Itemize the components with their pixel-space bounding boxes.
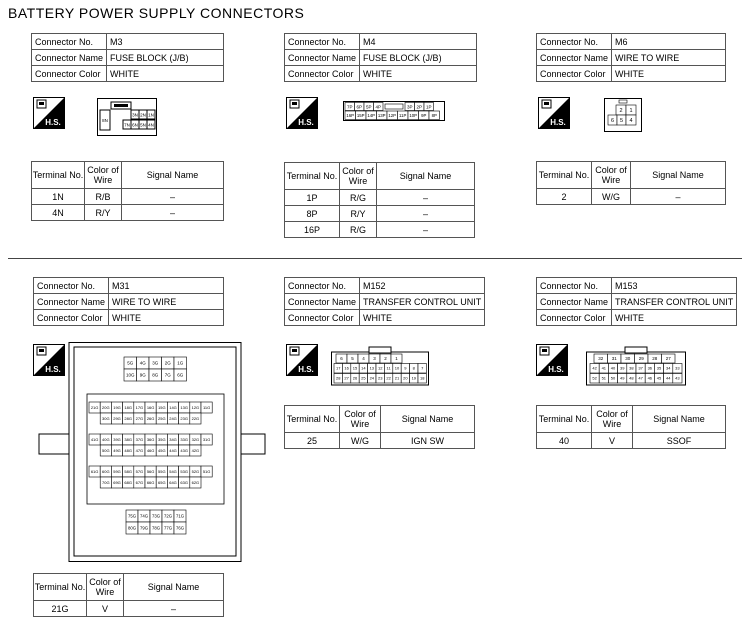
terminal-pin: 50 xyxy=(610,375,616,381)
terminal-pin: 2 xyxy=(619,108,623,114)
table-row xyxy=(537,433,726,449)
terminal-pin: 31 xyxy=(611,356,617,362)
terminal-pin: 6 xyxy=(340,356,343,362)
table-row xyxy=(34,601,224,617)
terminal-pin: 3 xyxy=(373,356,376,362)
signal-name: – xyxy=(377,206,475,222)
connector-color-label: Connector Color xyxy=(537,310,612,326)
terminal-pin: 2N xyxy=(140,112,146,118)
terminal-pin: 10G xyxy=(125,372,135,378)
terminal-pin: 22 xyxy=(386,375,391,381)
terminal-pin: 44G xyxy=(169,447,177,453)
signal-name: – xyxy=(377,190,475,206)
terminal-pin: 56G xyxy=(146,468,155,474)
terminal-pin: 13 xyxy=(369,365,375,371)
terminal-pin: 36G xyxy=(146,436,155,442)
connector-color-label: Connector Color xyxy=(537,66,612,82)
terminal-pin: 66G xyxy=(146,479,155,485)
connector-info-m3 xyxy=(31,33,224,82)
terminal-pin: 25 xyxy=(361,375,366,381)
terminal-pin: 59G xyxy=(113,468,121,474)
terminal-pin: 44 xyxy=(665,375,671,381)
connector-name-label: Connector Name xyxy=(285,50,360,66)
terminal-pin: 1P xyxy=(425,104,432,110)
terminal-pin: 74G xyxy=(139,513,149,519)
terminal-pin: 7P xyxy=(346,104,353,110)
terminal-pin: 40G xyxy=(102,436,110,442)
signal-name-header: Signal Name xyxy=(633,406,726,433)
terminal-pin: 18G xyxy=(124,404,132,410)
terminal-pin: 61G xyxy=(90,468,99,474)
wire-color-header: Color of Wire xyxy=(592,162,631,189)
terminal-pin: 63G xyxy=(180,479,188,485)
terminal-pin: 16G xyxy=(146,404,155,410)
terminal-pin: 28 xyxy=(335,375,341,381)
connector-name-value: TRANSFER CONTROL UNIT xyxy=(360,294,485,310)
terminal-pin: 39G xyxy=(113,436,121,442)
terminal-table-m152 xyxy=(284,405,475,449)
connector-name-label: Connector Name xyxy=(537,50,612,66)
terminal-pin: 50G xyxy=(102,447,110,453)
section-divider xyxy=(8,258,742,259)
terminal-pin: 11P xyxy=(399,113,407,118)
connector-color-label: Connector Color xyxy=(285,66,360,82)
connector-color-label: Connector Color xyxy=(34,310,109,326)
terminal-pin: 30 xyxy=(625,356,631,362)
wire-color-header: Color of Wire xyxy=(340,163,377,190)
terminal-pin: 14 xyxy=(361,365,366,371)
terminal-pin: 76G xyxy=(175,525,185,531)
connector-name-label: Connector Name xyxy=(537,294,612,310)
table-row xyxy=(537,189,726,205)
terminal-pin: 11G xyxy=(202,404,211,410)
terminal-pin: 46G xyxy=(146,447,155,453)
terminal-pin: 4N xyxy=(148,122,154,128)
terminal-pin: 27 xyxy=(344,375,349,381)
terminal-pin: 23 xyxy=(377,375,383,381)
connector-no-label: Connector No. xyxy=(285,278,360,294)
connector-name-value: WIRE TO WIRE xyxy=(109,294,224,310)
terminal-pin: 5G xyxy=(127,360,134,366)
signal-name: SSOF xyxy=(633,433,726,449)
wire-color: R/B xyxy=(85,189,122,205)
connector-name-label: Connector Name xyxy=(32,50,107,66)
hs-label: H.S. xyxy=(45,118,61,127)
connector-color-label: Connector Color xyxy=(285,310,360,326)
terminal-pin: 1G xyxy=(177,360,184,366)
terminal-pin: 4P xyxy=(375,104,381,110)
terminal-no: 16P xyxy=(285,222,340,238)
terminal-pin: 13G xyxy=(180,404,188,410)
terminal-pin: 3P xyxy=(406,104,413,110)
terminal-pin: 20G xyxy=(102,404,110,410)
signal-name: – xyxy=(377,222,475,238)
terminal-pin: 1 xyxy=(629,108,633,114)
terminal-pin: 38G xyxy=(124,436,132,442)
terminal-pin: 15 xyxy=(352,365,358,371)
terminal-pin: 2G xyxy=(164,360,171,366)
terminal-pin: 5 xyxy=(619,118,624,124)
signal-name-header: Signal Name xyxy=(122,162,224,189)
terminal-pin: 11 xyxy=(386,365,391,371)
terminal-pin: 8P xyxy=(431,113,437,118)
table-row xyxy=(285,222,475,238)
signal-name: – xyxy=(122,205,224,221)
terminal-pin: 51G xyxy=(202,468,211,474)
connector-name-label: Connector Name xyxy=(285,294,360,310)
wire-color: V xyxy=(592,433,633,449)
connector-color-value: WHITE xyxy=(360,310,485,326)
terminal-pin: 51 xyxy=(601,375,607,381)
terminal-pin: 71G xyxy=(175,513,185,519)
harness-side-icon xyxy=(286,344,318,376)
table-row xyxy=(285,206,475,222)
terminal-no: 1N xyxy=(32,189,85,205)
wire-color-header: Color of Wire xyxy=(592,406,633,433)
terminal-pin: 78G xyxy=(151,525,161,531)
connector-info-m4 xyxy=(284,33,477,82)
terminal-table-m3 xyxy=(31,161,224,221)
terminal-pin: 80G xyxy=(127,525,137,531)
terminal-no: 2 xyxy=(537,189,592,205)
terminal-pin: 7N xyxy=(124,122,130,128)
terminal-pin: 52 xyxy=(592,375,597,381)
wire-color: V xyxy=(87,601,124,617)
terminal-pin: 12P xyxy=(388,113,397,118)
terminal-pin: 1N xyxy=(148,112,154,118)
connector-name-value: FUSE BLOCK (J/B) xyxy=(107,50,224,66)
connector-info-m31 xyxy=(33,277,224,326)
terminal-pin: 36 xyxy=(647,365,653,371)
connector-color-label: Connector Color xyxy=(32,66,107,82)
signal-name-header: Signal Name xyxy=(377,163,475,190)
harness-side-icon xyxy=(538,97,570,129)
terminal-pin: 8G xyxy=(152,372,159,378)
terminal-no: 4N xyxy=(32,205,85,221)
terminal-pin: 35G xyxy=(158,436,166,442)
wire-color-header: Color of Wire xyxy=(340,406,381,433)
connector-color-value: WHITE xyxy=(109,310,224,326)
wire-color: R/Y xyxy=(340,206,377,222)
terminal-table-m153 xyxy=(536,405,726,449)
terminal-pin: 53G xyxy=(180,468,188,474)
terminal-pin: 40 xyxy=(610,365,616,371)
terminal-pin: 52G xyxy=(191,468,200,474)
terminal-pin: 70G xyxy=(102,479,110,485)
connector-info-m153 xyxy=(536,277,737,326)
terminal-pin: 28G xyxy=(124,415,132,421)
connector-no-value: M31 xyxy=(109,278,224,294)
terminal-pin: 17 xyxy=(335,365,341,371)
terminal-pin: 79G xyxy=(139,525,149,531)
connector-no-value: M153 xyxy=(612,278,737,294)
terminal-pin: 20 xyxy=(403,375,408,381)
terminal-pin: 6 xyxy=(610,118,615,124)
terminal-pin: 10 xyxy=(394,365,400,371)
terminal-pin: 68G xyxy=(124,479,132,485)
terminal-no-header: Terminal No. xyxy=(285,406,340,433)
signal-name: IGN SW xyxy=(381,433,475,449)
connector-no-label: Connector No. xyxy=(285,34,360,50)
terminal-pin: 26G xyxy=(146,415,155,421)
connector-no-value: M6 xyxy=(612,34,726,50)
connector-info-m152 xyxy=(284,277,485,326)
terminal-pin: 41 xyxy=(601,365,607,371)
connector-name-value: WIRE TO WIRE xyxy=(612,50,726,66)
terminal-pin: 49 xyxy=(619,375,625,381)
terminal-pin: 75G xyxy=(127,513,137,519)
terminal-pin: 54G xyxy=(169,468,177,474)
wire-color-header: Color of Wire xyxy=(87,574,124,601)
terminal-pin: 57G xyxy=(135,468,144,474)
wire-color: R/G xyxy=(340,222,377,238)
connector-info-m6 xyxy=(536,33,726,82)
terminal-pin: 2P xyxy=(416,104,422,110)
terminal-pin: 30G xyxy=(102,415,110,421)
terminal-pin: 5N xyxy=(140,122,146,128)
connector-color-value: WHITE xyxy=(612,66,726,82)
connector-no-value: M152 xyxy=(360,278,485,294)
terminal-pin: 26 xyxy=(352,375,358,381)
terminal-pin: 69G xyxy=(113,479,121,485)
terminal-pin: 3G xyxy=(152,360,159,366)
hs-label: H.S. xyxy=(298,365,314,374)
terminal-pin: 21 xyxy=(394,375,400,381)
connector-no-value: M3 xyxy=(107,34,224,50)
terminal-pin: 35 xyxy=(656,365,662,371)
harness-side-icon xyxy=(33,97,65,129)
terminal-pin: 27 xyxy=(665,356,671,362)
terminal-no-header: Terminal No. xyxy=(34,574,87,601)
terminal-pin: 45 xyxy=(656,375,662,381)
table-row xyxy=(285,433,475,449)
terminal-pin: 55G xyxy=(158,468,166,474)
terminal-pin: 45G xyxy=(158,447,166,453)
terminal-pin: 15G xyxy=(158,404,166,410)
terminal-pin: 7G xyxy=(164,372,171,378)
wire-color: R/G xyxy=(340,190,377,206)
connector-no-label: Connector No. xyxy=(32,34,107,50)
wire-color: W/G xyxy=(340,433,381,449)
table-row xyxy=(32,205,224,221)
terminal-pin: 73G xyxy=(151,513,161,519)
terminal-pin: 9P xyxy=(421,113,427,118)
terminal-pin: 12G xyxy=(191,404,200,410)
connector-face-m152 xyxy=(331,346,429,386)
terminal-pin: 19 xyxy=(411,375,417,381)
terminal-pin: 58G xyxy=(124,468,132,474)
terminal-pin: 46 xyxy=(647,375,653,381)
terminal-no: 8P xyxy=(285,206,340,222)
signal-name-header: Signal Name xyxy=(631,162,726,189)
terminal-no: 1P xyxy=(285,190,340,206)
hs-label: H.S. xyxy=(45,365,61,374)
terminal-pin: 6G xyxy=(177,372,184,378)
terminal-pin: 14G xyxy=(169,404,177,410)
terminal-pin: 42 xyxy=(592,365,597,371)
terminal-pin: 3N xyxy=(132,112,138,118)
terminal-pin: 31G xyxy=(202,436,211,442)
hs-label: H.S. xyxy=(298,118,314,127)
terminal-pin: 4 xyxy=(629,118,633,124)
terminal-pin: 9G xyxy=(139,372,146,378)
terminal-pin: 10P xyxy=(409,113,418,118)
terminal-pin: 29 xyxy=(638,356,644,362)
terminal-pin: 43 xyxy=(675,375,680,381)
harness-side-icon xyxy=(536,344,568,376)
connector-face-m6 xyxy=(604,98,642,132)
connector-no-label: Connector No. xyxy=(537,34,612,50)
terminal-pin: 48 xyxy=(629,375,634,381)
hs-label: H.S. xyxy=(550,118,566,127)
terminal-pin: 32G xyxy=(191,436,200,442)
terminal-table-m6 xyxy=(536,161,726,205)
connector-color-value: WHITE xyxy=(107,66,224,82)
connector-color-value: WHITE xyxy=(360,66,477,82)
terminal-pin: 62G xyxy=(191,479,200,485)
terminal-pin: 14P xyxy=(367,113,376,118)
signal-name-header: Signal Name xyxy=(381,406,475,433)
terminal-pin: 17G xyxy=(135,404,144,410)
terminal-pin: 25G xyxy=(158,415,166,421)
connector-face-m4 xyxy=(343,101,445,121)
terminal-pin: 21G xyxy=(90,404,99,410)
page-title: BATTERY POWER SUPPLY CONNECTORS xyxy=(8,5,305,21)
terminal-pin: 67G xyxy=(135,479,144,485)
connector-face-m153 xyxy=(586,346,686,386)
terminal-no-header: Terminal No. xyxy=(537,406,592,433)
terminal-pin: 22G xyxy=(191,415,200,421)
terminal-no-header: Terminal No. xyxy=(32,162,85,189)
terminal-no: 21G xyxy=(34,601,87,617)
terminal-pin: 7 xyxy=(421,365,424,371)
terminal-pin: 39 xyxy=(619,365,625,371)
connector-no-label: Connector No. xyxy=(537,278,612,294)
terminal-pin: 49G xyxy=(113,447,121,453)
terminal-pin: 19G xyxy=(113,404,121,410)
terminal-pin: 1 xyxy=(395,356,398,362)
terminal-table-m4 xyxy=(284,162,475,238)
terminal-pin: 33 xyxy=(675,365,680,371)
terminal-pin: 29G xyxy=(113,415,121,421)
terminal-pin: 38 xyxy=(629,365,634,371)
terminal-pin: 15P xyxy=(356,113,365,118)
terminal-no-header: Terminal No. xyxy=(537,162,592,189)
terminal-pin: 37 xyxy=(638,365,643,371)
terminal-pin: 5 xyxy=(351,356,354,362)
harness-side-icon xyxy=(286,97,318,129)
signal-name: – xyxy=(124,601,224,617)
signal-name: – xyxy=(631,189,726,205)
terminal-pin: 47 xyxy=(638,375,643,381)
terminal-pin: 48G xyxy=(124,447,132,453)
terminal-pin: 43G xyxy=(180,447,188,453)
wire-color: W/G xyxy=(592,189,631,205)
terminal-pin: 41G xyxy=(90,436,99,442)
terminal-pin: 34 xyxy=(665,365,671,371)
wire-color-header: Color of Wire xyxy=(85,162,122,189)
terminal-no: 25 xyxy=(285,433,340,449)
connector-name-value: FUSE BLOCK (J/B) xyxy=(360,50,477,66)
signal-name-header: Signal Name xyxy=(124,574,224,601)
terminal-pin: 5P xyxy=(365,104,372,110)
connector-no-label: Connector No. xyxy=(34,278,109,294)
connector-color-value: WHITE xyxy=(612,310,737,326)
connector-name-label: Connector Name xyxy=(34,294,109,310)
connector-face-m3 xyxy=(97,98,157,136)
terminal-pin: 2 xyxy=(384,356,387,362)
terminal-pin: 77G xyxy=(163,525,173,531)
terminal-pin: 42G xyxy=(191,447,200,453)
signal-name: – xyxy=(122,189,224,205)
terminal-table-m31 xyxy=(33,573,224,617)
terminal-pin: 4G xyxy=(139,360,146,366)
terminal-pin: 37G xyxy=(135,436,144,442)
terminal-pin: 72G xyxy=(163,513,173,519)
terminal-pin: 64G xyxy=(169,479,177,485)
terminal-pin: 47G xyxy=(135,447,144,453)
terminal-no: 40 xyxy=(537,433,592,449)
connector-face-m31 xyxy=(36,342,266,562)
connector-name-value: TRANSFER CONTROL UNIT xyxy=(612,294,737,310)
table-row xyxy=(285,190,475,206)
terminal-pin: 28 xyxy=(652,356,658,362)
terminal-pin: 12 xyxy=(377,365,383,371)
terminal-pin: 6N xyxy=(132,122,138,128)
wire-color: R/Y xyxy=(85,205,122,221)
terminal-pin: 23G xyxy=(180,415,188,421)
terminal-pin: 4 xyxy=(362,356,365,362)
terminal-pin: 6P xyxy=(356,104,362,110)
terminal-pin: 24 xyxy=(369,375,375,381)
hs-label: H.S. xyxy=(548,365,564,374)
terminal-no-header: Terminal No. xyxy=(285,163,340,190)
terminal-pin: 34G xyxy=(169,436,177,442)
terminal-pin: 24G xyxy=(169,415,177,421)
terminal-pin: 27G xyxy=(135,415,144,421)
terminal-pin: 8 xyxy=(412,365,415,371)
terminal-pin: 33G xyxy=(180,436,188,442)
terminal-pin: 18 xyxy=(419,375,425,381)
terminal-pin: 16P xyxy=(346,113,355,118)
table-row xyxy=(32,189,224,205)
terminal-pin: 8N xyxy=(102,118,108,123)
terminal-pin: 60G xyxy=(102,468,110,474)
terminal-pin: 32 xyxy=(598,356,604,362)
connector-no-value: M4 xyxy=(360,34,477,50)
terminal-pin: 13P xyxy=(377,113,386,118)
terminal-pin: 9 xyxy=(404,365,407,371)
terminal-pin: 16 xyxy=(344,365,349,371)
terminal-pin: 65G xyxy=(158,479,166,485)
